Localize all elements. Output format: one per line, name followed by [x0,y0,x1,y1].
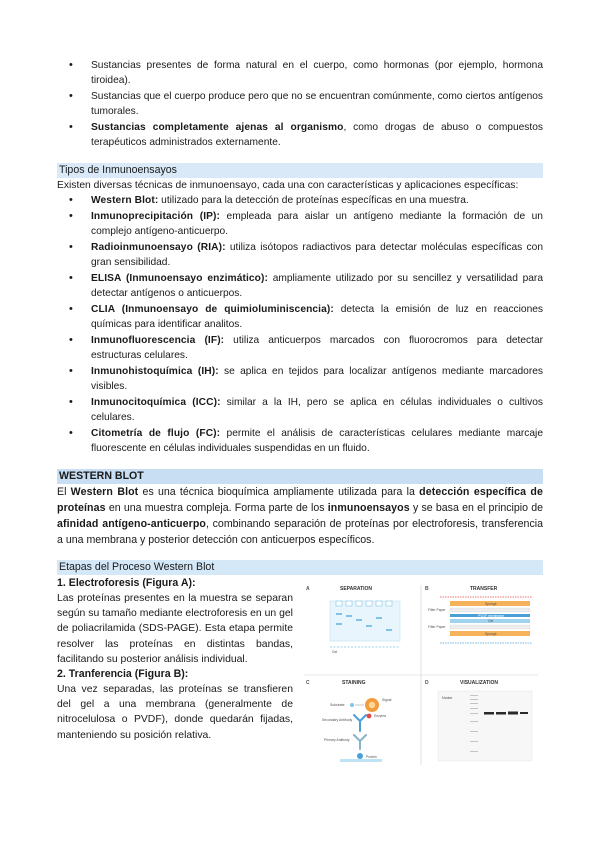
document-page [57,58,543,776]
list-item: • Sustancias completamente ajenas al organismo, como drogas de abuso o compuestos terapéuticos administrados externamente. [57,120,543,150]
staining-label: Protein [366,755,377,759]
stages-section [57,576,543,776]
types-list [57,193,543,456]
marker-label: Marker [442,696,453,700]
section-heading-western-blot: WESTERN BLOT [57,469,543,484]
signal-core [369,702,375,708]
types-intro: Existen diversas técnicas de inmunoensayo, cada una con características y aplicaciones específicas: [57,180,519,191]
gel-slab [330,601,400,641]
panel-c-staining [306,680,392,762]
layer-label: Sponge [485,632,497,636]
staining-label: Secondary Antibody [322,718,353,722]
panel-c-letter: C [306,680,310,686]
list-item: • Inmunocitoquímica (ICC): similar a la IH, pero se aplica en células individuales o cultivos celulares. [57,395,543,425]
stages-text-column [57,576,293,743]
staining-label: Signal [382,698,392,702]
filter-paper-top [450,608,530,612]
step-1-title: 1. Electroforesis (Figura A): [57,577,196,589]
list-item: • Sustancias que el cuerpo produce pero que no se encuentran comúnmente, como ciertos antígenos tumorales. [57,89,543,119]
panel-b-letter: B [425,586,429,592]
gel-label: Gel [332,650,338,654]
layer-label: Filter Paper [428,625,446,629]
panel-a-letter: A [306,586,310,592]
panel-b-transfer [425,586,532,643]
western-blot-paragraph: El Western Blot es una técnica bioquímica ampliamente utilizada para la detección específica de proteínas en una muestra compleja. Forma parte de los inmunoensayos y se basa en el principio de afinidad antígeno-anticuerpo, combinando separación de proteínas por electroforesis, transferencia a una membrana y posterior detección con anticuerpos específicos. [57,486,544,546]
layer-label: Gel [488,619,494,623]
protein-dot [357,753,363,759]
list-item: • Inmunofluorescencia (IF): utiliza anticuerpos marcados con fluorocromos para detectar estructuras celulares. [57,333,543,363]
panel-d-letter: D [425,680,429,686]
list-item: • Inmunoprecipitación (IP): empleada para aislar un antígeno mediante la formación de un complejo antígeno-anticuerpo. [57,209,543,239]
intro-bullet-list [57,58,543,150]
staining-label: Substrate [330,703,345,707]
list-item: • ELISA (Inmunoensayo enzimático): ampliamente utilizado por su sencillez y versatilidad para detectar antígenos o anticuerpos. [57,271,543,301]
staining-label: Primary Antibody [324,738,350,742]
substrate-dot [350,703,354,707]
step-1-text: Las proteínas presentes en la muestra se separan según su tamaño mediante electroforesis en un gel de poliacrilamida (SDS-PAGE). Esta etapa permite resolver las proteínas en distintas bandas, facilitando su posterior análisis individual. [57,593,293,665]
panel-a-title: SEPARATION [340,586,373,592]
list-item: • Western Blot: utilizado para la detección de proteínas específicas en una muestra. [57,193,543,208]
list-item: • Radioinmunoensayo (RIA): utiliza isótopos radiactivos para detectar moléculas específicas con gran sensibilidad. [57,240,543,270]
staining-label: Enzyme [374,714,387,718]
secondary-antibody [354,715,366,731]
step-2-title: 2. Tranferencia (Figura B): [57,668,189,681]
enzyme-dot [367,714,372,719]
section-heading-types: Tipos de Inmunoensayos [57,163,543,178]
membrane-strip [340,759,382,762]
filter-paper-bottom [450,625,530,629]
primary-antibody [354,735,366,749]
step-2-text: Una vez separadas, las proteínas se transfieren del gel a una membrana (generalmente de nitrocelulosa o PVDF), donde quedarán fijadas, manteniendo su posición relativa. [57,684,293,741]
layer-label: Sponge [485,602,497,606]
panel-d-title: VISUALIZATION [460,680,498,686]
list-item: • CLIA (Inmunoensayo de quimioluminiscencia): detecta la emisión de luz en reacciones químicas para identificar analitos. [57,302,543,332]
layer-label: Filter Paper [428,608,446,612]
blot-image [438,691,532,761]
list-item: • Citometría de flujo (FC): permite el análisis de características celulares mediante marcaje fluorescente en células individuales suspendidas en un fluido. [57,426,543,456]
section-heading-stages: Etapas del Proceso Western Blot [57,560,543,575]
western-blot-figure [300,581,542,769]
panel-a-separation [306,586,400,654]
panel-d-visualization [425,680,532,761]
list-item: • Inmunohistoquímica (IH): se aplica en tejidos para localizar antígenos mediante marcadores visibles. [57,364,543,394]
list-item: • Sustancias presentes de forma natural en el cuerpo, como hormonas (por ejemplo, hormona tiroidea). [57,58,543,88]
layer-label: PVDF membrane [478,614,505,618]
panel-c-title: STAINING [342,680,366,686]
panel-b-title: TRANSFER [470,586,498,592]
